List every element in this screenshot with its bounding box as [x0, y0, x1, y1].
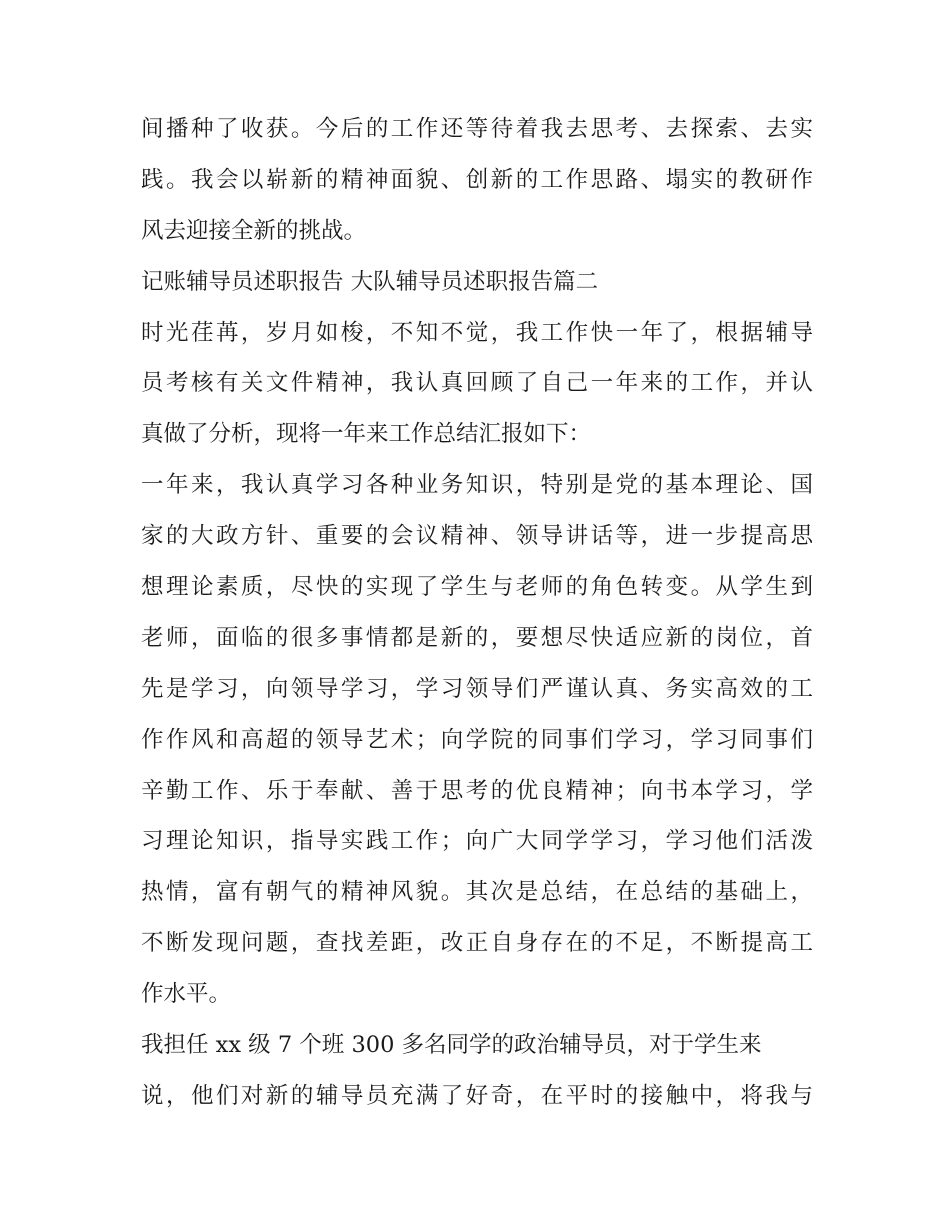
text-line: 不断发现问题，查找差距，改正自身存在的不足，不断提高工 — [141, 930, 813, 957]
text-line: 一年来，我认真学习各种业务知识，特别是党的基本理论、国 — [141, 472, 813, 499]
text-line: 风去迎接全新的挑战。 — [141, 217, 367, 244]
text-line: 作水平。 — [141, 981, 232, 1008]
text-line: 作作风和高超的领导艺术；向学院的同事们学习，学习同事们 — [141, 726, 813, 753]
text-line: 员考核有关文件精神，我认真回顾了自己一年来的工作，并认 — [141, 370, 813, 397]
text-line: 热情，富有朝气的精神风貌。其次是总结，在总结的基础上， — [141, 879, 813, 906]
text-line: 辛勤工作、乐于奉献、善于思考的优良精神；向书本学习，学 — [141, 777, 813, 804]
text-line: 老师，面临的很多事情都是新的，要想尽快适应新的岗位，首 — [141, 624, 813, 651]
text-line: 践。我会以崭新的精神面貌、创新的工作思路、塌实的教研作 — [141, 166, 813, 193]
section-heading: 记账辅导员述职报告 大队辅导员述职报告篇二 — [141, 268, 599, 295]
text-line: 真做了分析，现将一年来工作总结汇报如下： — [141, 421, 592, 448]
text-line: 说，他们对新的辅导员充满了好奇，在平时的接触中，将我与 — [141, 1082, 813, 1109]
text-line: 想理论素质，尽快的实现了学生与老师的角色转变。从学生到 — [141, 574, 813, 601]
text-line: 时光荏苒，岁月如梭，不知不觉，我工作快一年了，根据辅导 — [141, 319, 813, 346]
document-body — [141, 104, 813, 1122]
text-line: 间播种了收获。今后的工作还等待着我去思考、去探索、去实 — [141, 116, 813, 142]
text-line: 先是学习，向领导学习，学习领导们严谨认真、务实高效的工 — [141, 675, 813, 702]
text-line: 我担任 xx 级 7 个班 300 多名同学的政治辅导员，对于学生来 — [141, 1032, 762, 1059]
text-line: 习理论知识，指导实践工作；向广大同学学习，学习他们活泼 — [141, 828, 813, 855]
text-line: 家的大政方针、重要的会议精神、领导讲话等，进一步提高思 — [141, 523, 813, 550]
